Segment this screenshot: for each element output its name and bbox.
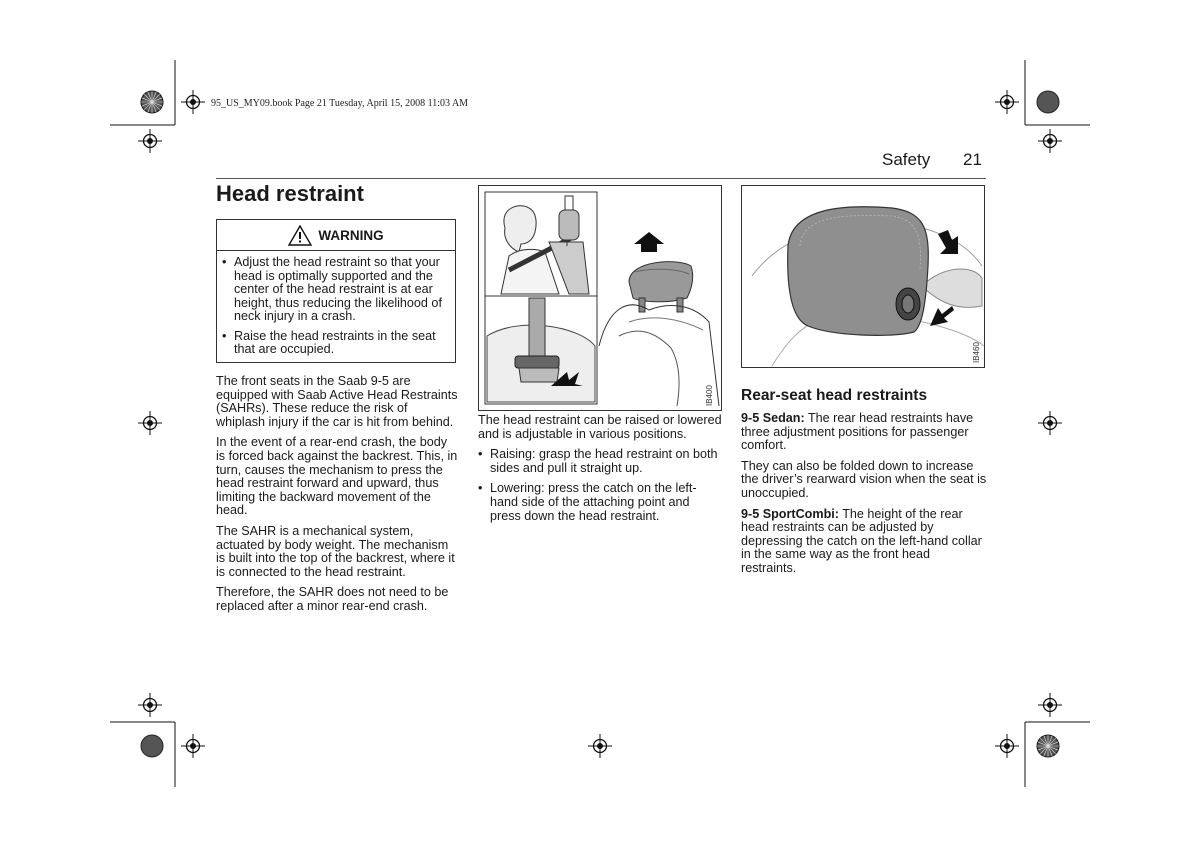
page-number: 21 (963, 150, 982, 169)
list-item: • Raising: grasp the head restraint on both sides and pull it straight up. (478, 448, 722, 475)
rear-section-heading: Rear-seat head restraints (741, 387, 928, 404)
paragraph: Therefore, the SAHR does not need to be replaced after a minor rear-end crash. (216, 585, 449, 613)
rear-head-restraint-illustration (742, 186, 984, 367)
header-rule (216, 178, 986, 179)
adjust-list (478, 448, 722, 523)
page-title: Head restraint (216, 181, 364, 206)
warning-triangle-icon (288, 225, 312, 246)
warning-list (217, 251, 455, 357)
column-1 (216, 375, 459, 621)
paragraph: The head restraint can be raised or lowered and is adjustable in various positions. (478, 413, 722, 441)
combi-text: The height of the rear head restraints can be adjusted by depressing the catch on the left-hand collar in the same way as the front head restraints. (741, 506, 982, 575)
figure-code: IB460 (972, 342, 981, 363)
section-title: Safety (882, 150, 931, 169)
column-3 (741, 412, 987, 583)
warning-item: • Adjust the head restraint so that your head is optimally supported and the center of the head restraint is at ear height, thus reducing the likelihood of neck injury in a crash. (222, 256, 447, 324)
paragraph: The SAHR is a mechanical system, actuated by body weight. The mechanism is built into the top of the backrest, where it is connected to the head restraint. (216, 523, 455, 579)
front-head-restraint-illustration (479, 186, 721, 410)
figure-rear-head-restraint (741, 185, 985, 368)
figure-front-head-restraint (478, 185, 722, 411)
paragraph (741, 412, 987, 453)
warning-item: • Raise the head restraints in the seat that are occupied. (222, 330, 447, 357)
warning-heading: WARNING (318, 227, 384, 243)
warning-box (216, 219, 456, 363)
sedan-label: 9-5 Sedan: (741, 411, 805, 425)
figure-code: IB400 (705, 385, 714, 406)
paragraph (741, 508, 987, 576)
print-info: 95_US_MY09.book Page 21 Tuesday, April 15, 2008 11:03 AM (211, 98, 469, 109)
paragraph: They can also be folded down to increase the driver’s rearward vision when the seat is unoccupied. (741, 458, 987, 500)
warning-header (217, 220, 455, 251)
paragraph: In the event of a rear-end crash, the body is forced back against the backrest. This, in turn, causes the mechanism to press the head restraint forward and upward, thus limiting the backward movement of the head. (216, 435, 458, 518)
combi-label: 9-5 SportCombi: (741, 506, 839, 521)
sedan-text: The rear head restraints have three adjustment positions for passenger comfort. (741, 411, 974, 453)
list-item: • Lowering: press the catch on the left-hand side of the attaching point and press down the head restraint. (478, 482, 722, 523)
paragraph: The front seats in the Saab 9-5 are equipped with Saab Active Head Restraints (SAHRs). These reduce the risk of whiplash injury if the car is hit from behind. (216, 374, 458, 429)
column-2 (478, 414, 722, 530)
